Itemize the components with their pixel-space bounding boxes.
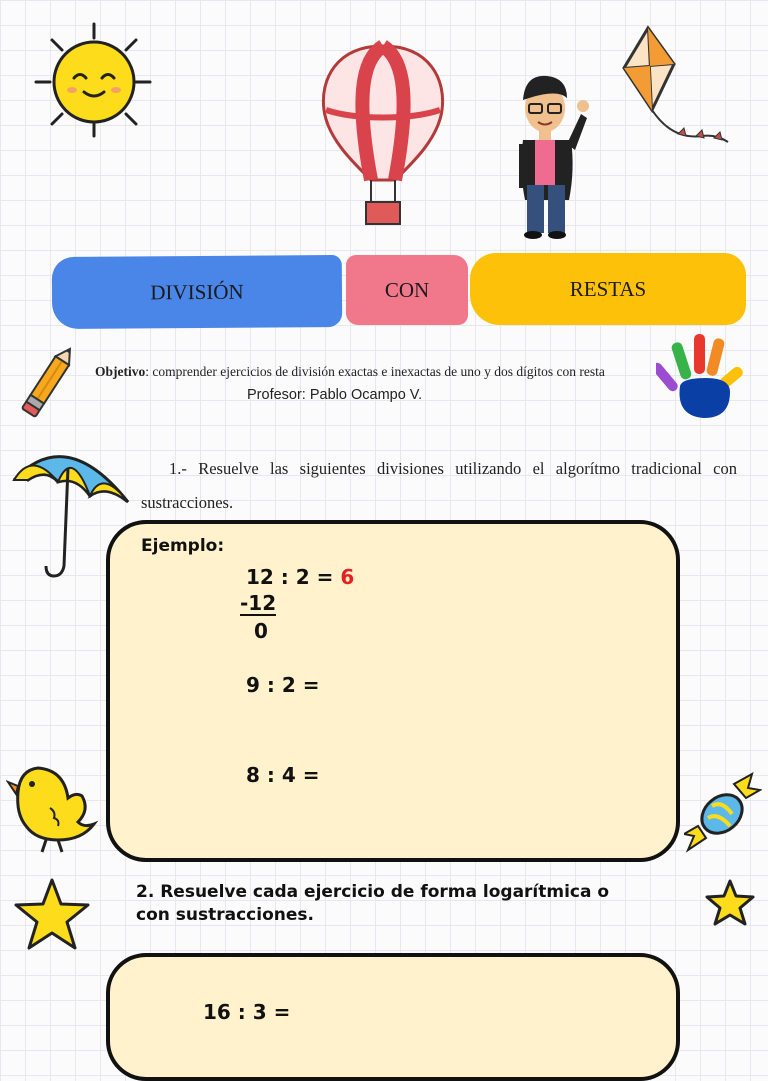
example-subtraction: -12	[240, 591, 277, 615]
instruction-2-line-1: 2. Resuelve cada ejercicio de forma logarítmica o	[136, 882, 610, 902]
banner-word-con: CON	[384, 277, 430, 302]
banner-word-restas: RESTAS	[569, 276, 647, 301]
example-remainder: 0	[254, 619, 268, 643]
example-equation	[246, 565, 354, 589]
objective-line	[95, 364, 605, 380]
banner-con	[346, 255, 468, 325]
sun-icon	[30, 20, 155, 140]
teacher-avatar	[505, 70, 590, 242]
pencil-icon	[20, 343, 78, 423]
exercise-16-div-3: 16 : 3 =	[203, 1000, 291, 1024]
banner-restas	[470, 253, 746, 325]
example-result: 6	[340, 565, 355, 589]
hot-air-balloon-icon	[316, 40, 450, 230]
star-icon	[704, 878, 756, 926]
chick-icon	[6, 760, 106, 856]
banner-division	[52, 255, 342, 329]
banner-word-division: DIVISIÓN	[150, 279, 244, 304]
exercise-box-1	[106, 520, 680, 862]
star-icon	[12, 876, 92, 952]
instruction-2	[136, 881, 609, 927]
candy-icon	[684, 772, 762, 858]
example-label: Ejemplo:	[141, 536, 225, 556]
professor-name: Profesor: Pablo Ocampo V.	[247, 387, 423, 403]
exercise-9-div-2: 9 : 2 =	[246, 673, 320, 697]
exercise-8-div-4: 8 : 4 =	[246, 763, 320, 787]
example-dividend-divisor: 12 : 2 =	[246, 565, 334, 589]
hand-print-icon	[656, 330, 748, 424]
exercise-box-2	[106, 953, 680, 1081]
kite-icon	[618, 24, 738, 159]
instruction-2-line-2: con sustracciones.	[136, 905, 314, 925]
objective-label: Objetivo	[95, 364, 146, 379]
objective-text: : comprender ejercicios de división exactas e inexactas de uno y dos dígitos con resta	[145, 364, 605, 379]
instruction-1: 1.- Resuelve las siguientes divisiones utilizando el algorítmo tradicional con sustracciones.	[141, 459, 737, 512]
